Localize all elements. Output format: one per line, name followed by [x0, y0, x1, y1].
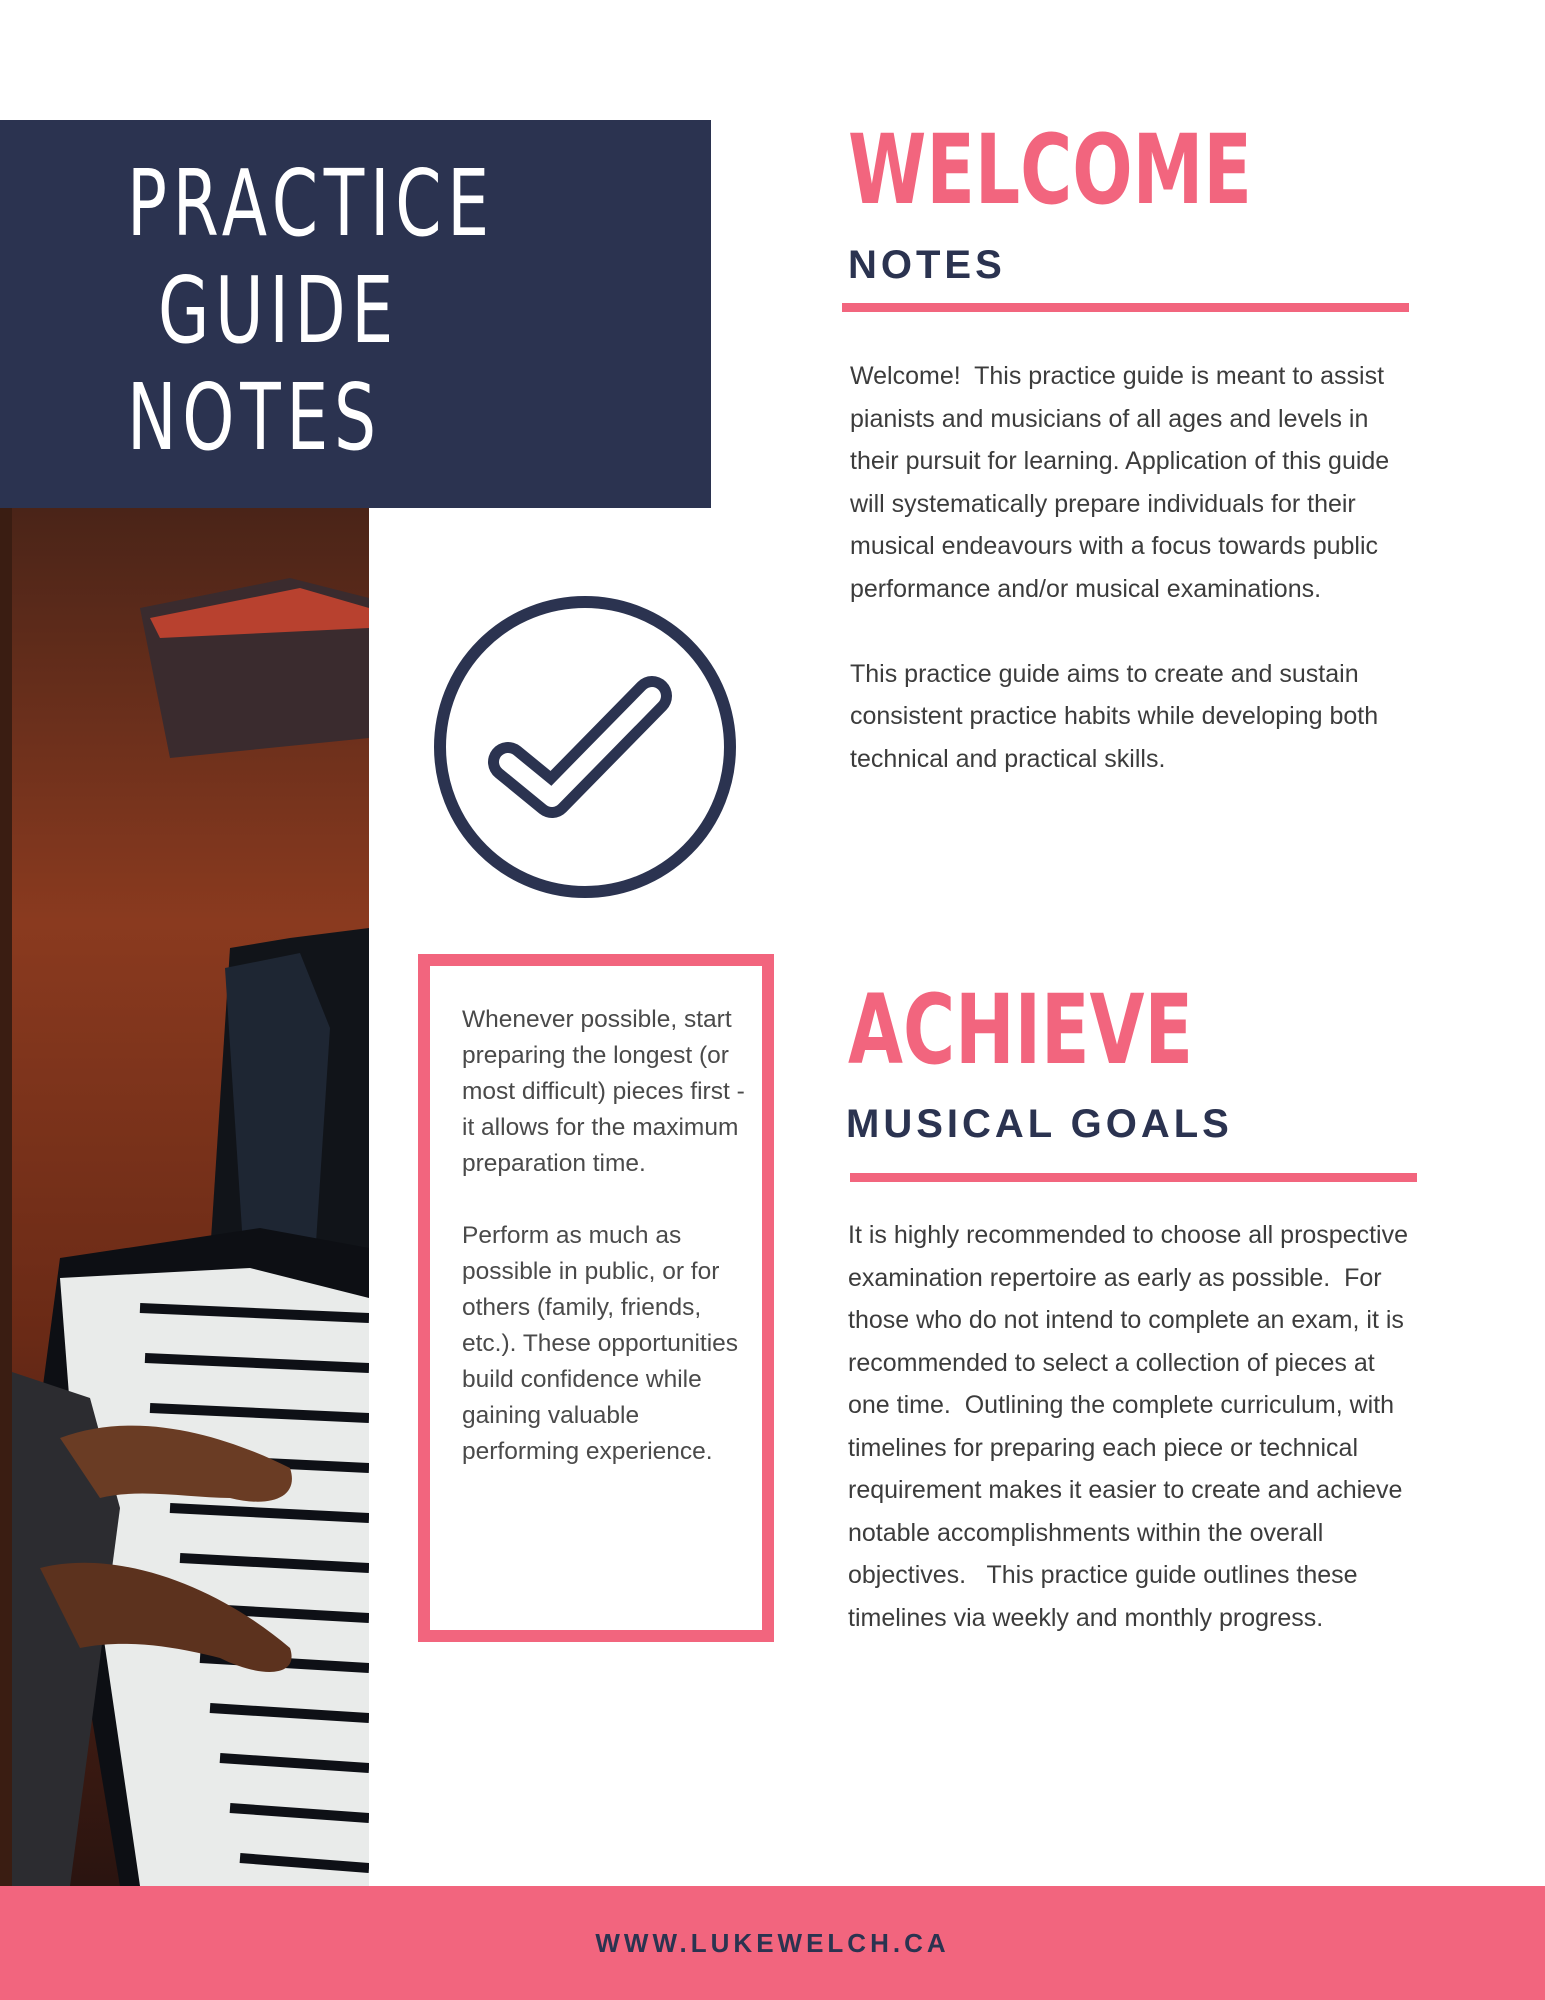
welcome-paragraph-1: Welcome! This practice guide is meant to assist pianists and musicians of all ages and levels in their pursuit for learning. Application of this guide will systematically prepare individuals for their musical endeavours with a focus towards public performance and/or musical examinations. — [850, 362, 1397, 603]
welcome-body — [850, 355, 1410, 823]
welcome-heading: WELCOME — [848, 114, 1252, 226]
achieve-paragraph-1: It is highly recommended to choose all prospective examination repertoire as early as possible. For those who do not intend to complete an exam, it is recommended to select a collection of pieces at one time. Outlining the complete curriculum, with timelines for preparing each piece or technical requirement makes it easier to create and achieve notable accomplishments within the overall objectives. This practice guide outlines these timelines via weekly and monthly progress. — [848, 1221, 1415, 1632]
tips-box — [418, 954, 774, 1642]
welcome-divider — [842, 303, 1409, 312]
title-line-guide: GUIDE — [158, 257, 400, 364]
welcome-paragraph-2: This practice guide aims to create and sustain consistent practice habits while developing both technical and practical skills. — [850, 659, 1386, 773]
footer-url[interactable]: WWW.LUKEWELCH.CA — [595, 1928, 950, 1958]
footer-bar — [0, 1886, 1545, 2000]
achieve-subheading: MUSICAL GOALS — [846, 1102, 1233, 1146]
tips-text — [462, 1002, 762, 1506]
tip-paragraph-2: Perform as much as possible in public, or for others (family, friends, etc.). These opportunities build confidence while gaining valuable performing experience. — [462, 1222, 739, 1465]
title-line-notes: NOTES — [127, 364, 382, 471]
title-line-practice: PRACTICE — [127, 150, 495, 257]
check-circle-icon — [430, 592, 740, 902]
achieve-body — [848, 1214, 1415, 1682]
piano-photo — [0, 508, 369, 1886]
tip-paragraph-1: Whenever possible, start preparing the longest (or most difficult) pieces first - it allows for the maximum preparation time. — [462, 1006, 745, 1177]
achieve-heading: ACHIEVE — [848, 974, 1194, 1086]
achieve-divider — [850, 1173, 1417, 1182]
welcome-subheading: NOTES — [848, 243, 1006, 287]
title-block — [0, 120, 711, 508]
